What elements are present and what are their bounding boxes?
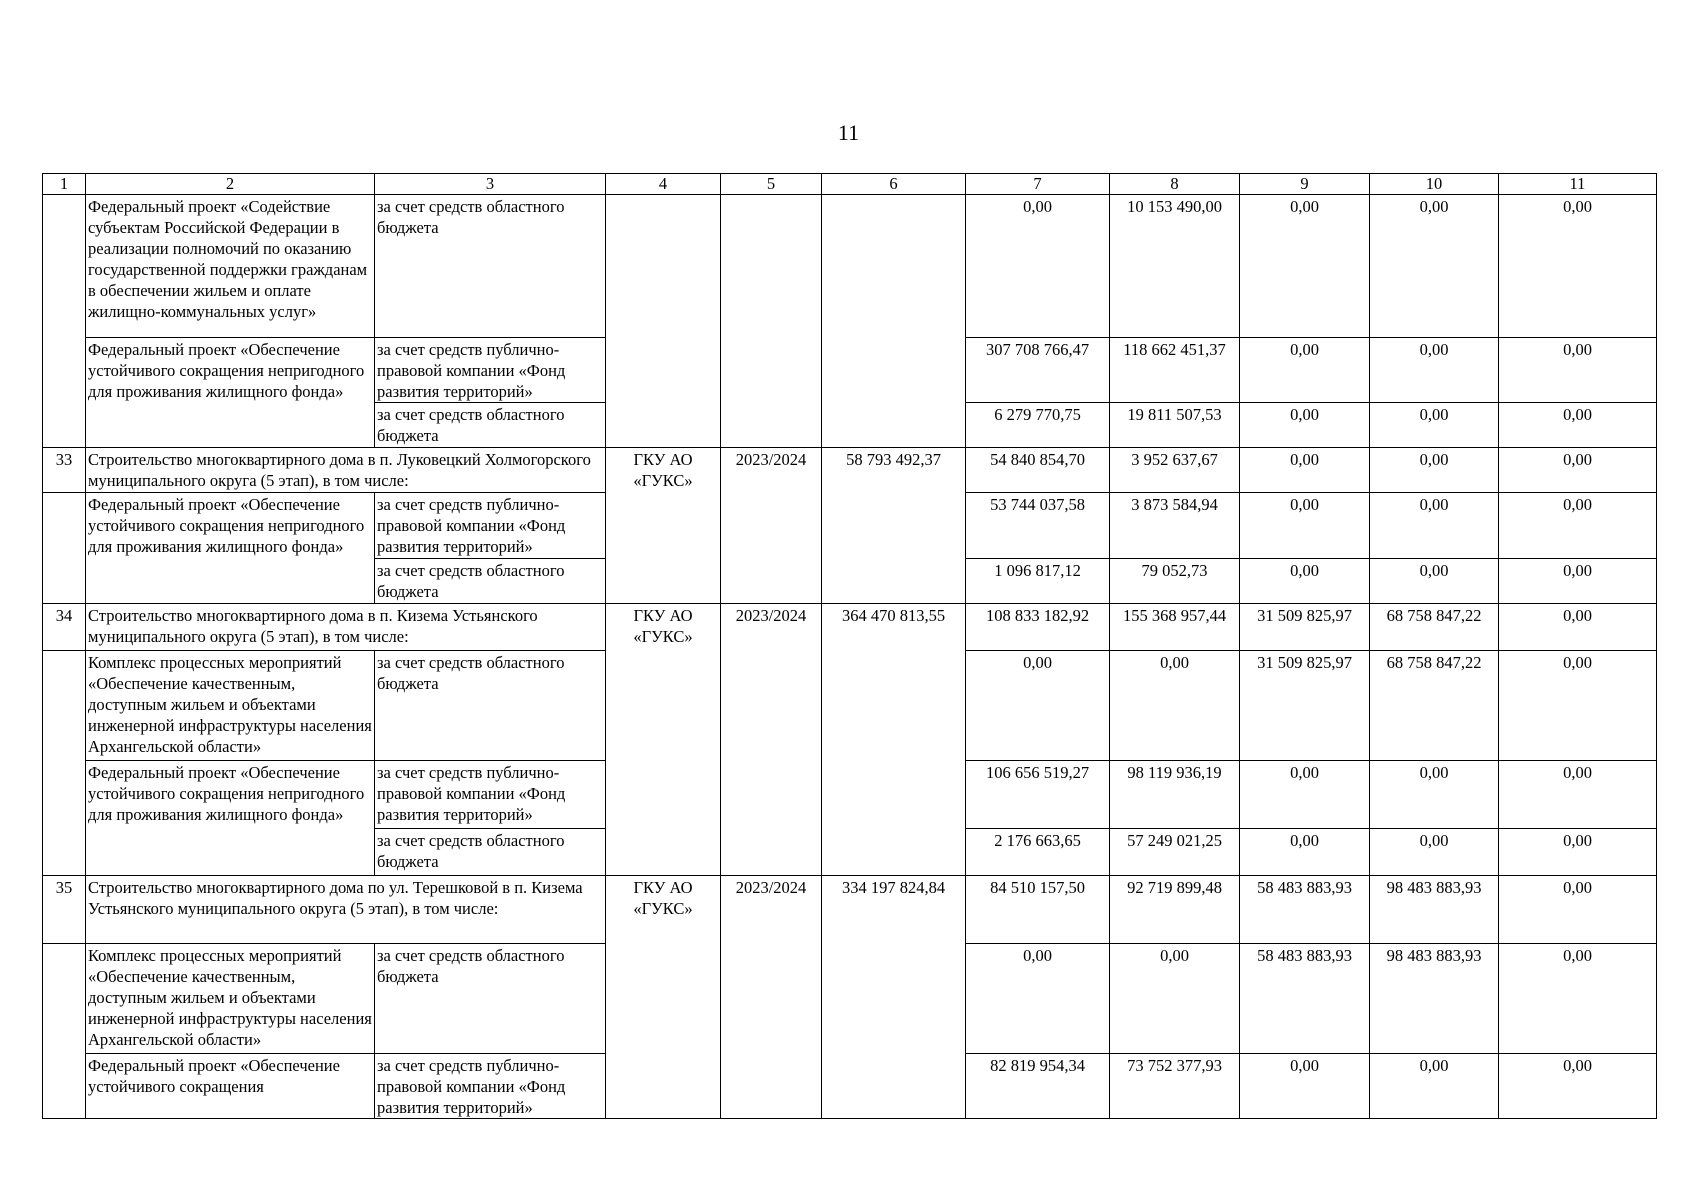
project-total: 58 793 492,37 <box>822 448 966 604</box>
funding-source: за счет средств областного бюджета <box>375 651 606 761</box>
activity-name: Федеральный проект «Обеспечение устойчивого сокращения непригодного для проживания жилищного фонда» <box>86 761 375 876</box>
amount-col8: 92 719 899,48 <box>1110 876 1240 944</box>
amount-col9: 0,00 <box>1240 338 1370 403</box>
amount-col7: 106 656 519,27 <box>966 761 1110 829</box>
amount-col8: 10 153 490,00 <box>1110 195 1240 338</box>
amount-col9: 0,00 <box>1240 1054 1370 1119</box>
amount-col10: 68 758 847,22 <box>1370 604 1499 651</box>
amount-col10: 98 483 883,93 <box>1370 944 1499 1054</box>
col-header-9: 9 <box>1240 174 1370 195</box>
funding-source: за счет средств областного бюджета <box>375 195 606 338</box>
amount-col11: 0,00 <box>1499 403 1657 448</box>
amount-col10: 98 483 883,93 <box>1370 876 1499 944</box>
funding-source: за счет средств публично-правовой компании «Фонд развития территорий» <box>375 761 606 829</box>
header-row <box>43 174 1657 195</box>
amount-col10: 0,00 <box>1370 559 1499 604</box>
project-name: Строительство многоквартирного дома по ул. Терешковой в п. Кизема Устьянского муниципального округа (5 этап), в том числе: <box>86 876 606 944</box>
col-header-10: 10 <box>1370 174 1499 195</box>
amount-col7: 53 744 037,58 <box>966 493 1110 559</box>
customer: ГКУ АО «ГУКС» <box>606 876 721 1119</box>
project-total: 334 197 824,84 <box>822 876 966 1119</box>
amount-col11: 0,00 <box>1499 559 1657 604</box>
activity-name: Федеральный проект «Обеспечение устойчивого сокращения непригодного для проживания жилищного фонда» <box>86 338 375 448</box>
amount-col7: 82 819 954,34 <box>966 1054 1110 1119</box>
amount-col10: 0,00 <box>1370 1054 1499 1119</box>
funding-source: за счет средств публично-правовой компании «Фонд развития территорий» <box>375 1054 606 1119</box>
amount-col11: 0,00 <box>1499 876 1657 944</box>
amount-col9: 0,00 <box>1240 829 1370 876</box>
amount-col11: 0,00 <box>1499 448 1657 493</box>
amount-col10: 0,00 <box>1370 829 1499 876</box>
amount-col11: 0,00 <box>1499 829 1657 876</box>
amount-col9: 31 509 825,97 <box>1240 651 1370 761</box>
col-header-8: 8 <box>1110 174 1240 195</box>
budget-table <box>42 173 1657 1119</box>
amount-col7: 108 833 182,92 <box>966 604 1110 651</box>
amount-col10: 68 758 847,22 <box>1370 651 1499 761</box>
project-name: Строительство многоквартирного дома в п. Кизема Устьянского муниципального округа (5 этап), в том числе: <box>86 604 606 651</box>
amount-col9: 0,00 <box>1240 493 1370 559</box>
years-cell-empty <box>721 195 822 448</box>
amount-col11: 0,00 <box>1499 493 1657 559</box>
amount-col8: 118 662 451,37 <box>1110 338 1240 403</box>
funding-source: за счет средств областного бюджета <box>375 403 606 448</box>
project-row <box>43 876 1657 944</box>
activity-name: Федеральный проект «Обеспечение устойчивого сокращения непригодного для проживания жилищного фонда» <box>86 493 375 604</box>
amount-col8: 0,00 <box>1110 944 1240 1054</box>
project-number: 34 <box>43 604 86 651</box>
amount-col11: 0,00 <box>1499 761 1657 829</box>
amount-col8: 57 249 021,25 <box>1110 829 1240 876</box>
years: 2023/2024 <box>721 604 822 876</box>
page-number: 11 <box>837 120 860 145</box>
amount-col10: 0,00 <box>1370 448 1499 493</box>
amount-col8: 0,00 <box>1110 651 1240 761</box>
amount-col9: 0,00 <box>1240 761 1370 829</box>
funding-source: за счет средств областного бюджета <box>375 944 606 1054</box>
amount-col8: 155 368 957,44 <box>1110 604 1240 651</box>
table-row <box>43 195 1657 338</box>
project-number: 35 <box>43 876 86 944</box>
amount-col7: 1 096 817,12 <box>966 559 1110 604</box>
amount-col7: 307 708 766,47 <box>966 338 1110 403</box>
years: 2023/2024 <box>721 448 822 604</box>
col-header-1: 1 <box>43 174 86 195</box>
amount-col11: 0,00 <box>1499 651 1657 761</box>
amount-col10: 0,00 <box>1370 195 1499 338</box>
col-header-7: 7 <box>966 174 1110 195</box>
amount-col7: 84 510 157,50 <box>966 876 1110 944</box>
col-header-3: 3 <box>375 174 606 195</box>
amount-col7: 2 176 663,65 <box>966 829 1110 876</box>
customer-cell-empty <box>606 195 721 448</box>
years: 2023/2024 <box>721 876 822 1119</box>
amount-col7: 0,00 <box>966 944 1110 1054</box>
amount-col9: 0,00 <box>1240 448 1370 493</box>
amount-col8: 19 811 507,53 <box>1110 403 1240 448</box>
amount-col11: 0,00 <box>1499 195 1657 338</box>
amount-col7: 54 840 854,70 <box>966 448 1110 493</box>
amount-col9: 0,00 <box>1240 403 1370 448</box>
customer: ГКУ АО «ГУКС» <box>606 448 721 604</box>
amount-col11: 0,00 <box>1499 338 1657 403</box>
activity-name: Комплекс процессных мероприятий «Обеспечение качественным, доступным жильем и объектами инженерной инфраструктуры населения Архангельской области» <box>86 944 375 1054</box>
amount-col9: 31 509 825,97 <box>1240 604 1370 651</box>
funding-source: за счет средств публично-правовой компании «Фонд развития территорий» <box>375 493 606 559</box>
project-row <box>43 448 1657 493</box>
amount-col8: 73 752 377,93 <box>1110 1054 1240 1119</box>
col-header-6: 6 <box>822 174 966 195</box>
amount-col10: 0,00 <box>1370 403 1499 448</box>
project-name: Строительство многоквартирного дома в п. Луковецкий Холмогорского муниципального округа (5 этап), в том числе: <box>86 448 606 493</box>
amount-col7: 0,00 <box>966 195 1110 338</box>
activity-name: Федеральный проект «Содействие субъектам Российской Федерации в реализации полномочий по оказанию государственной поддержки гражданам в обеспечении жильем и оплате жилищно-коммунальных услуг» <box>86 195 375 338</box>
project-row <box>43 604 1657 651</box>
amount-col11: 0,00 <box>1499 1054 1657 1119</box>
activity-name: Комплекс процессных мероприятий «Обеспечение качественным, доступным жильем и объектами инженерной инфраструктуры населения Архангельской области» <box>86 651 375 761</box>
col-header-11: 11 <box>1499 174 1657 195</box>
col-header-4: 4 <box>606 174 721 195</box>
amount-col9: 58 483 883,93 <box>1240 876 1370 944</box>
funding-source: за счет средств областного бюджета <box>375 559 606 604</box>
amount-col7: 0,00 <box>966 651 1110 761</box>
amount-col11: 0,00 <box>1499 944 1657 1054</box>
num-cell-empty <box>43 493 86 604</box>
amount-col10: 0,00 <box>1370 338 1499 403</box>
num-cell-empty <box>43 195 86 448</box>
amount-col9: 0,00 <box>1240 559 1370 604</box>
total-cell-empty <box>822 195 966 448</box>
col-header-2: 2 <box>86 174 375 195</box>
amount-col8: 98 119 936,19 <box>1110 761 1240 829</box>
customer: ГКУ АО «ГУКС» <box>606 604 721 876</box>
amount-col10: 0,00 <box>1370 761 1499 829</box>
amount-col8: 3 952 637,67 <box>1110 448 1240 493</box>
num-cell-empty <box>43 651 86 876</box>
amount-col10: 0,00 <box>1370 493 1499 559</box>
num-cell-empty <box>43 944 86 1119</box>
amount-col8: 79 052,73 <box>1110 559 1240 604</box>
funding-source: за счет средств публично-правовой компании «Фонд развития территорий» <box>375 338 606 403</box>
col-header-5: 5 <box>721 174 822 195</box>
activity-name: Федеральный проект «Обеспечение устойчивого сокращения <box>86 1054 375 1119</box>
funding-source: за счет средств областного бюджета <box>375 829 606 876</box>
amount-col11: 0,00 <box>1499 604 1657 651</box>
project-number: 33 <box>43 448 86 493</box>
amount-col9: 58 483 883,93 <box>1240 944 1370 1054</box>
project-total: 364 470 813,55 <box>822 604 966 876</box>
amount-col7: 6 279 770,75 <box>966 403 1110 448</box>
amount-col8: 3 873 584,94 <box>1110 493 1240 559</box>
amount-col9: 0,00 <box>1240 195 1370 338</box>
